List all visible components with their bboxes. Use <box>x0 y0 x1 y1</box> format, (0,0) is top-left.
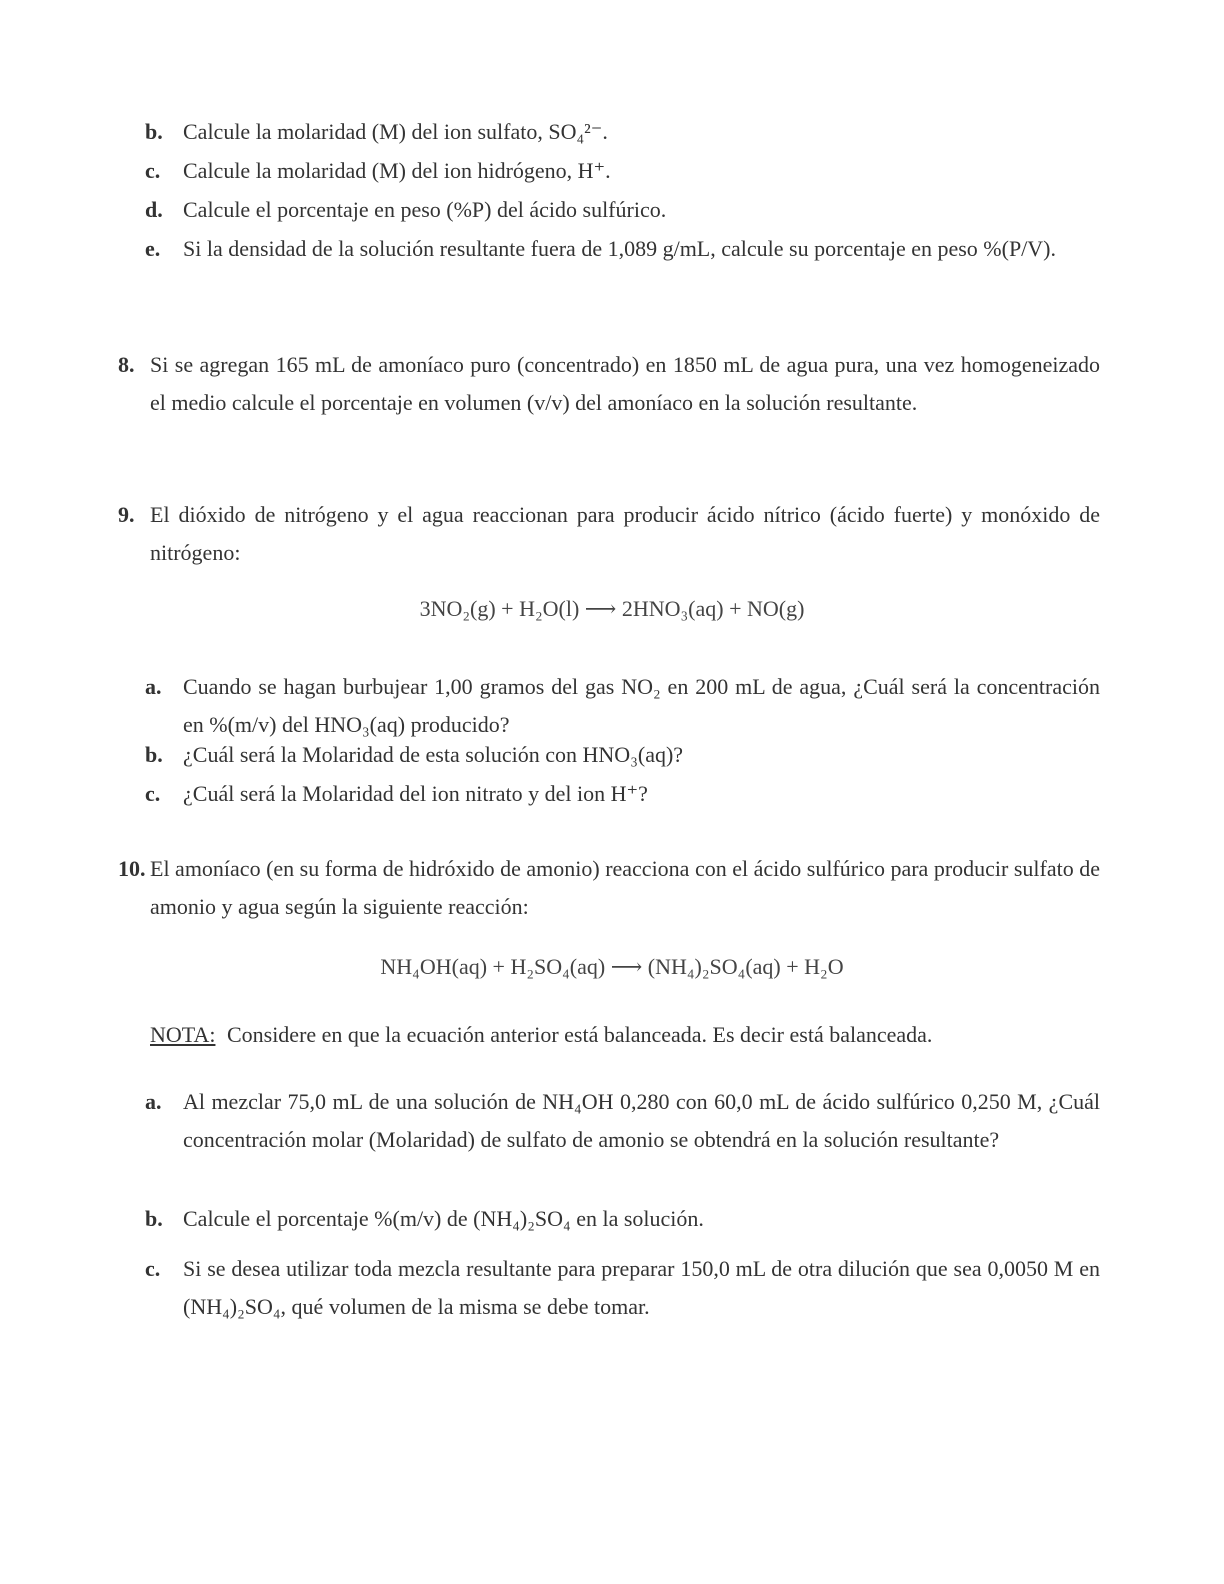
item-text: Cuando se hagan burbujear 1,00 gramos del gas NO₂ en 200 mL de agua, ¿Cuál será la concentración en %(m/v) del HNO₃(aq) producido? <box>183 674 1100 737</box>
question-text: El amoníaco (en su forma de hidróxido de amonio) reacciona con el ácido sulfúrico para producir sulfato de amonio y agua según la siguiente reacción: <box>150 856 1100 919</box>
item-label: c. <box>145 158 161 183</box>
item-label: b. <box>145 119 163 144</box>
item-label: b. <box>145 1206 163 1231</box>
item-text: Si la densidad de la solución resultante fuera de 1,089 g/mL, calcule su porcentaje en peso %(P/V). <box>183 236 1057 261</box>
list-item <box>145 152 1100 190</box>
item-text: Calcule el porcentaje en peso (%P) del ácido sulfúrico. <box>183 197 667 222</box>
item-text: Si se desea utilizar toda mezcla resultante para preparar 150,0 mL de otra dilución que sea 0,0050 M en (NH₄)₂SO₄, qué volumen de la misma se debe tomar. <box>183 1256 1100 1319</box>
list-item <box>145 230 1100 268</box>
item-label: c. <box>145 1256 161 1281</box>
question-number: 9. <box>118 502 135 527</box>
note <box>150 1018 1100 1052</box>
note-label: NOTA: <box>150 1022 216 1047</box>
list-item <box>145 1200 1100 1238</box>
chemical-equation: 3NO₂(g) + H₂O(l) ⟶ 2HNO₃(aq) + NO(g) <box>419 596 805 621</box>
item-text: ¿Cuál será la Molaridad de esta solución con HNO₃(aq)? <box>183 742 684 767</box>
item-text: Calcule la molaridad (M) del ion hidrógeno, H⁺. <box>183 158 611 183</box>
item-label: a. <box>145 1089 162 1114</box>
item-text: Al mezclar 75,0 mL de una solución de NH₄OH 0,280 con 60,0 mL de ácido sulfúrico 0,250 M, ¿Cuál concentración molar (Molaridad) de sulfato de amonio se obtendrá en la solución resultante? <box>183 1089 1100 1152</box>
note-text: Considere en que la ecuación anterior está balanceada. Es decir está balanceada. <box>226 1022 933 1047</box>
question-10 <box>118 850 1100 926</box>
list-item <box>145 113 1100 151</box>
list-item <box>145 736 1100 774</box>
item-text: Calcule la molaridad (M) del ion sulfato, SO₄²⁻. <box>183 119 608 144</box>
question-number: 8. <box>118 352 135 377</box>
question-number: 10. <box>118 856 146 881</box>
item-label: b. <box>145 742 163 767</box>
list-item <box>145 1083 1100 1159</box>
item-label: a. <box>145 674 162 699</box>
item-label: d. <box>145 197 163 222</box>
question-text: Si se agregan 165 mL de amoníaco puro (concentrado) en 1850 mL de agua pura, una vez homogeneizado el medio calcule el porcentaje en volumen (v/v) del amoníaco en la solución resultante. <box>150 352 1100 415</box>
list-item <box>145 191 1100 229</box>
list-item <box>145 1250 1100 1326</box>
question-text: El dióxido de nitrógeno y el agua reaccionan para producir ácido nítrico (ácido fuerte) y monóxido de nitrógeno: <box>150 502 1100 565</box>
list-item <box>145 775 1100 813</box>
list-item <box>145 668 1100 744</box>
chemical-equation: NH₄OH(aq) + H₂SO₄(aq) ⟶ (NH₄)₂SO₄(aq) + H₂O <box>380 954 844 979</box>
item-label: c. <box>145 781 161 806</box>
item-label: e. <box>145 236 161 261</box>
question-8 <box>118 346 1100 422</box>
question-9 <box>118 496 1100 572</box>
item-text: Calcule el porcentaje %(m/v) de (NH₄)₂SO₄ en la solución. <box>183 1206 704 1231</box>
item-text: ¿Cuál será la Molaridad del ion nitrato y del ion H⁺? <box>183 781 648 806</box>
